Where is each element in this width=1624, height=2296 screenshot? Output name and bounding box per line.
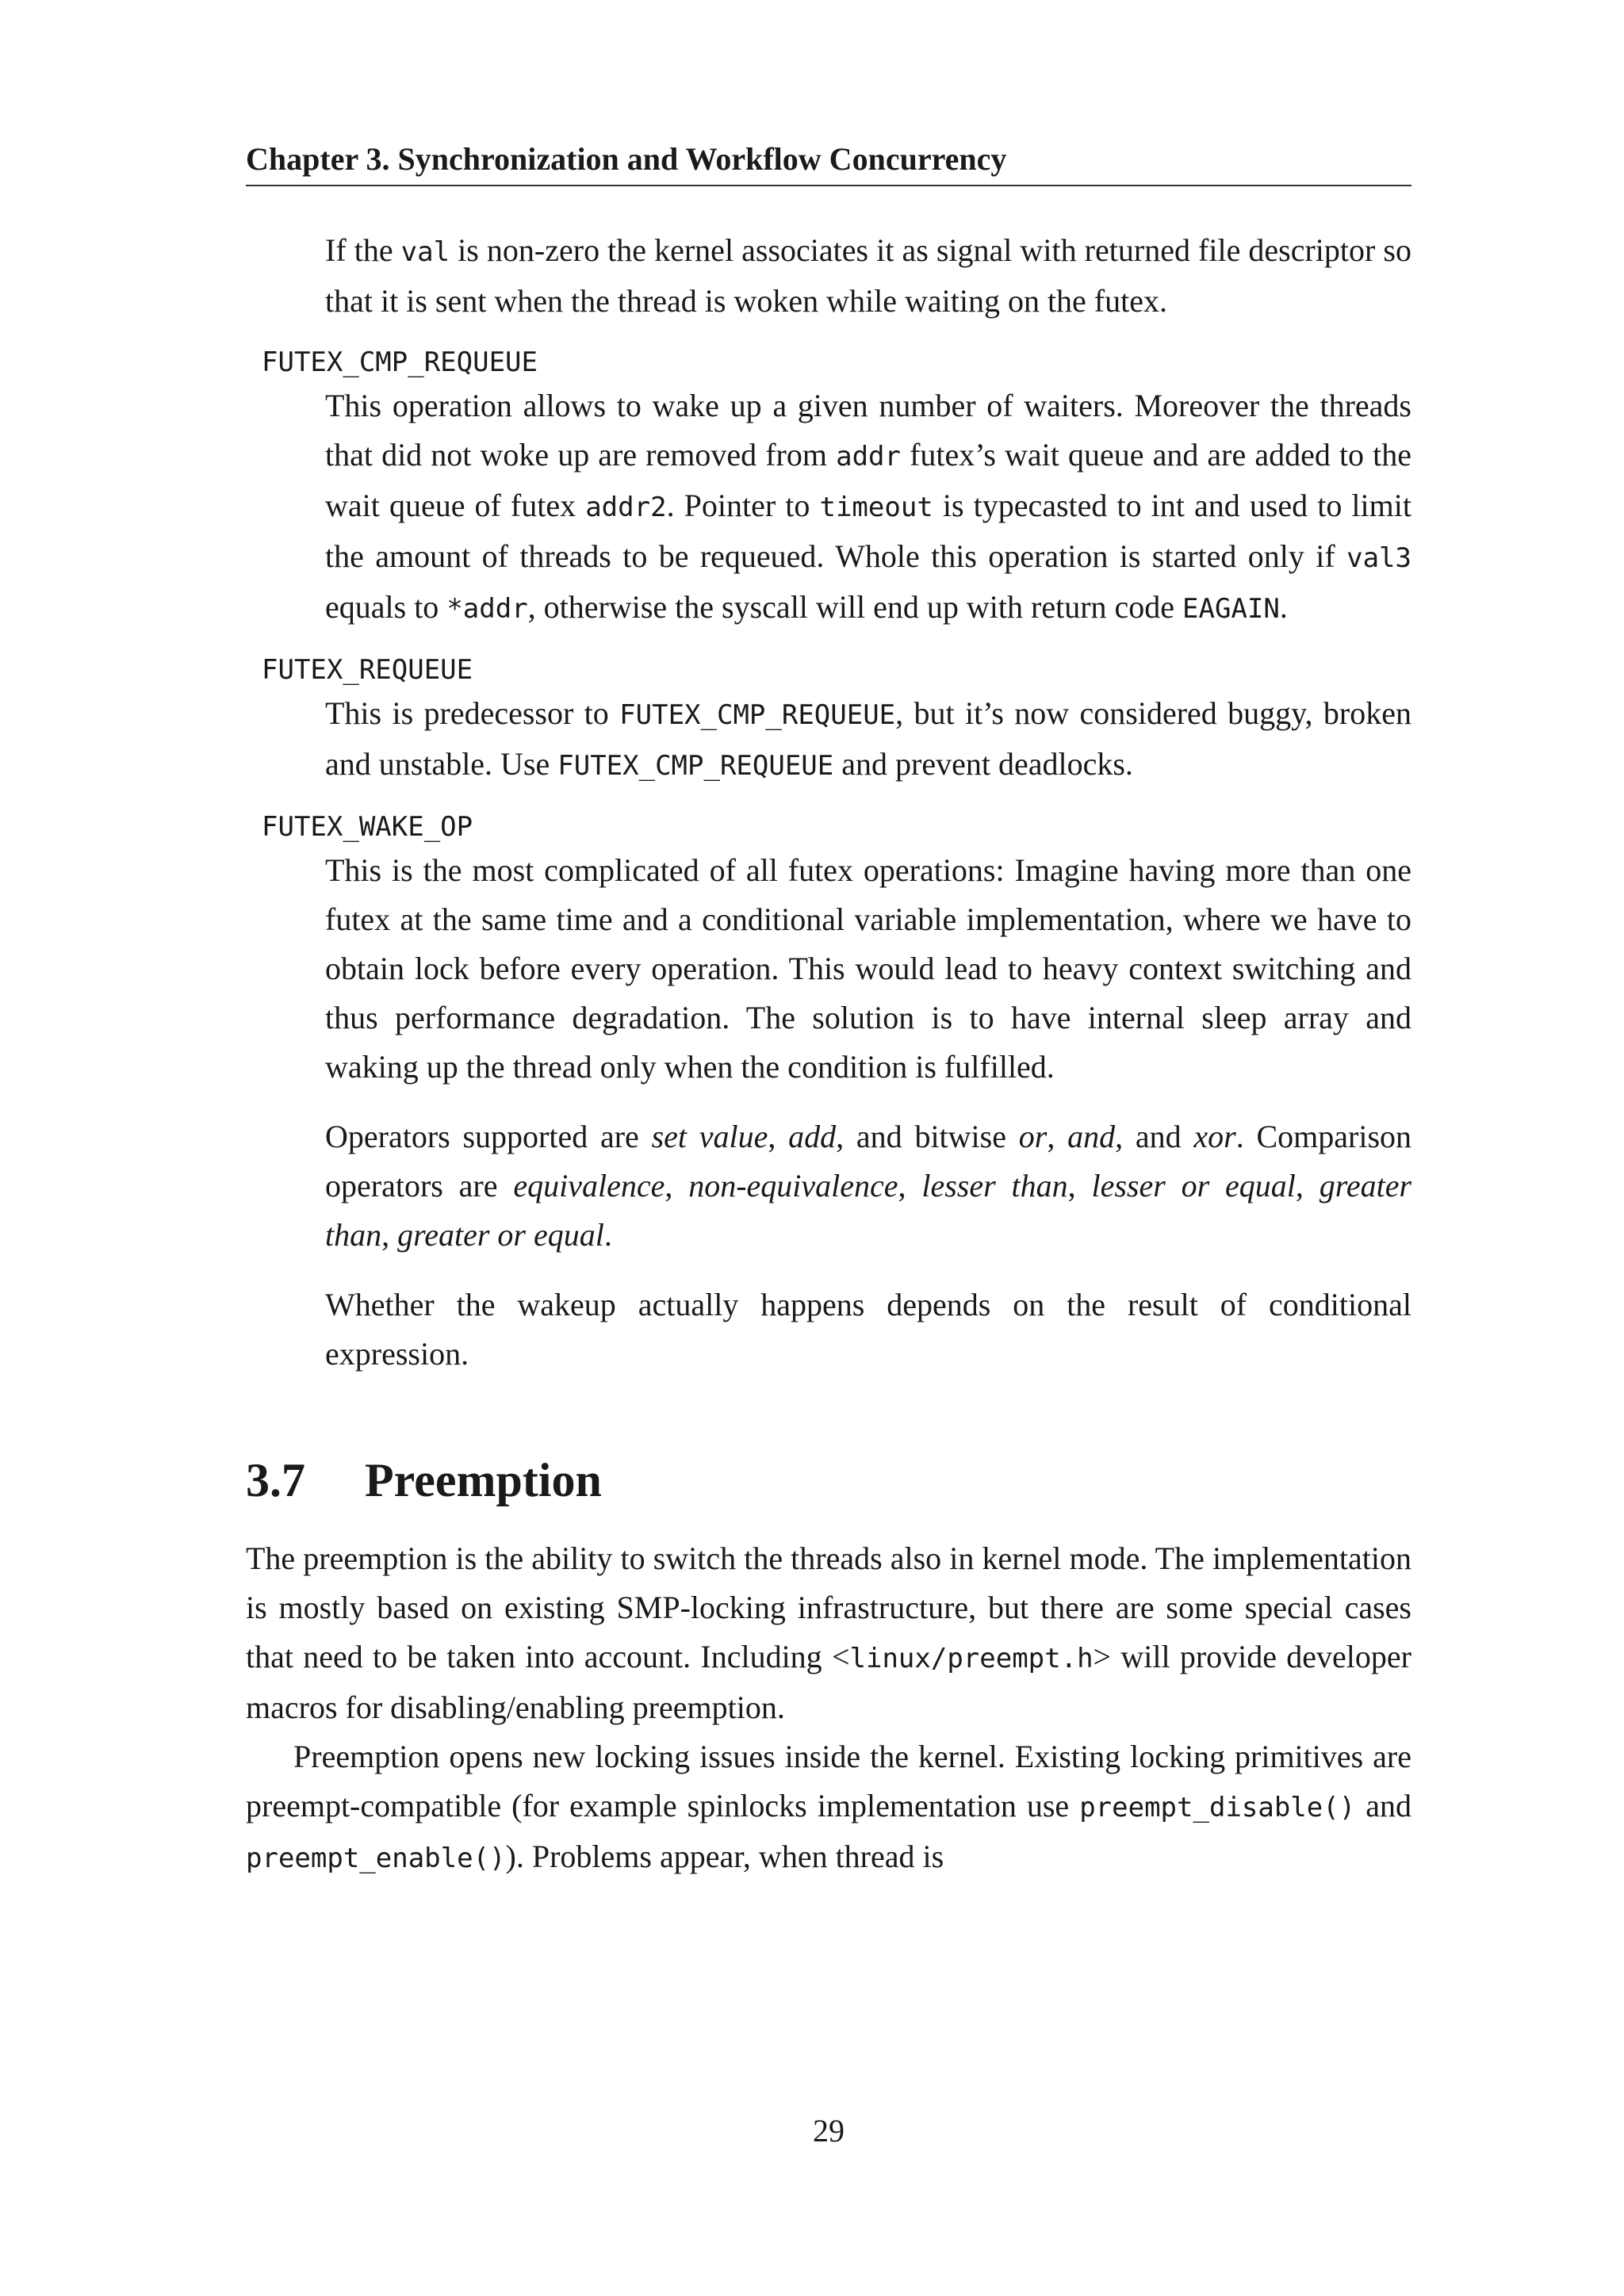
inline-code: *addr (446, 593, 528, 625)
definition-term-futex-cmp-requeue: FUTEX_CMP_REQUEUE (262, 346, 538, 378)
definition-term-futex-requeue: FUTEX_REQUEUE (262, 654, 473, 686)
definition-body-futex-cmp-requeue (246, 381, 1411, 633)
section-body (246, 1534, 1411, 1883)
section-heading (246, 1448, 1411, 1512)
inline-code: preempt_disable() (1079, 1792, 1356, 1823)
definition-term-futex-wake-op: FUTEX_WAKE_OP (262, 811, 473, 843)
running-header: Chapter 3. Synchronization and Workflow Concurrency (246, 139, 1411, 186)
document-page (246, 0, 1411, 2296)
inline-code: val3 (1346, 542, 1411, 574)
paragraph: Preemption opens new locking issues inside the kernel. Existing locking primitives are preempt-compatible (for example spinlocks implementation use preempt_disable() and preempt_enable()). Problems appear, when thread is (246, 1739, 1411, 1874)
section-title: Preemption (365, 1454, 602, 1506)
paragraph: This operation allows to wake up a given number of waiters. Moreover the threads that did not woke up are removed from addr futex’s wait queue and are added to the wait queue of futex addr2. Pointer to timeout is typecasted to int and used to limit the amount of threads to be requeued. Whole this operation is started only if val3 equals to *addr, otherwise the syscall will end up with return code EAGAIN. (325, 388, 1412, 625)
inline-code: FUTEX_CMP_REQUEUE (557, 750, 834, 782)
paragraph: This is predecessor to FUTEX_CMP_REQUEUE, but it’s now considered buggy, broken and unstable. Use FUTEX_CMP_REQUEUE and prevent deadlocks. (325, 695, 1411, 782)
inline-code: val (400, 236, 450, 268)
paragraph-operators: Operators supported are set value, add, and bitwise or, and, and xor. Comparison operators are equivalence, non-equivalence, lesser than, lesser or equal, greater than, greater or equal. (325, 1119, 1412, 1253)
definition-body-futex-wake-op (246, 846, 1411, 1379)
definition-body-futex-requeue (246, 689, 1411, 790)
inline-code: addr (836, 441, 901, 473)
inline-code: EAGAIN (1182, 593, 1280, 625)
inline-code: timeout (819, 492, 933, 523)
paragraph: If the val is non-zero the kernel associates it as signal with returned file descriptor so that it is sent when the thread is woken while waiting on the futex. (325, 232, 1411, 319)
page-body (246, 226, 1411, 1883)
inline-code: FUTEX_CMP_REQUEUE (619, 699, 896, 731)
inline-code: linux/preempt.h (849, 1643, 1094, 1674)
inline-code: preempt_enable() (246, 1843, 506, 1874)
section-number: 3.7 (246, 1454, 305, 1506)
futex-definition-continuation (246, 226, 1411, 326)
inline-code: addr2 (585, 492, 667, 523)
paragraph: This is the most complicated of all futex operations: Imagine having more than one futex at the same time and a conditional variable implementation, where we have to obtain lock before every operation. This would lead to heavy context switching and thus performance degradation. The solution is to have internal sleep array and waking up the thread only when the condition is fulfilled. (325, 852, 1411, 1085)
paragraph: The preemption is the ability to switch the threads also in kernel mode. The implementation is mostly based on existing SMP-locking infrastructure, but there are some special cases that need to be taken into account. Including <linux/preempt.h> will provide developer macros for disabling/enabling preemption. (246, 1540, 1411, 1725)
paragraph: Whether the wakeup actually happens depends on the result of conditional expression. (325, 1287, 1411, 1372)
page-number: 29 (813, 2113, 845, 2149)
